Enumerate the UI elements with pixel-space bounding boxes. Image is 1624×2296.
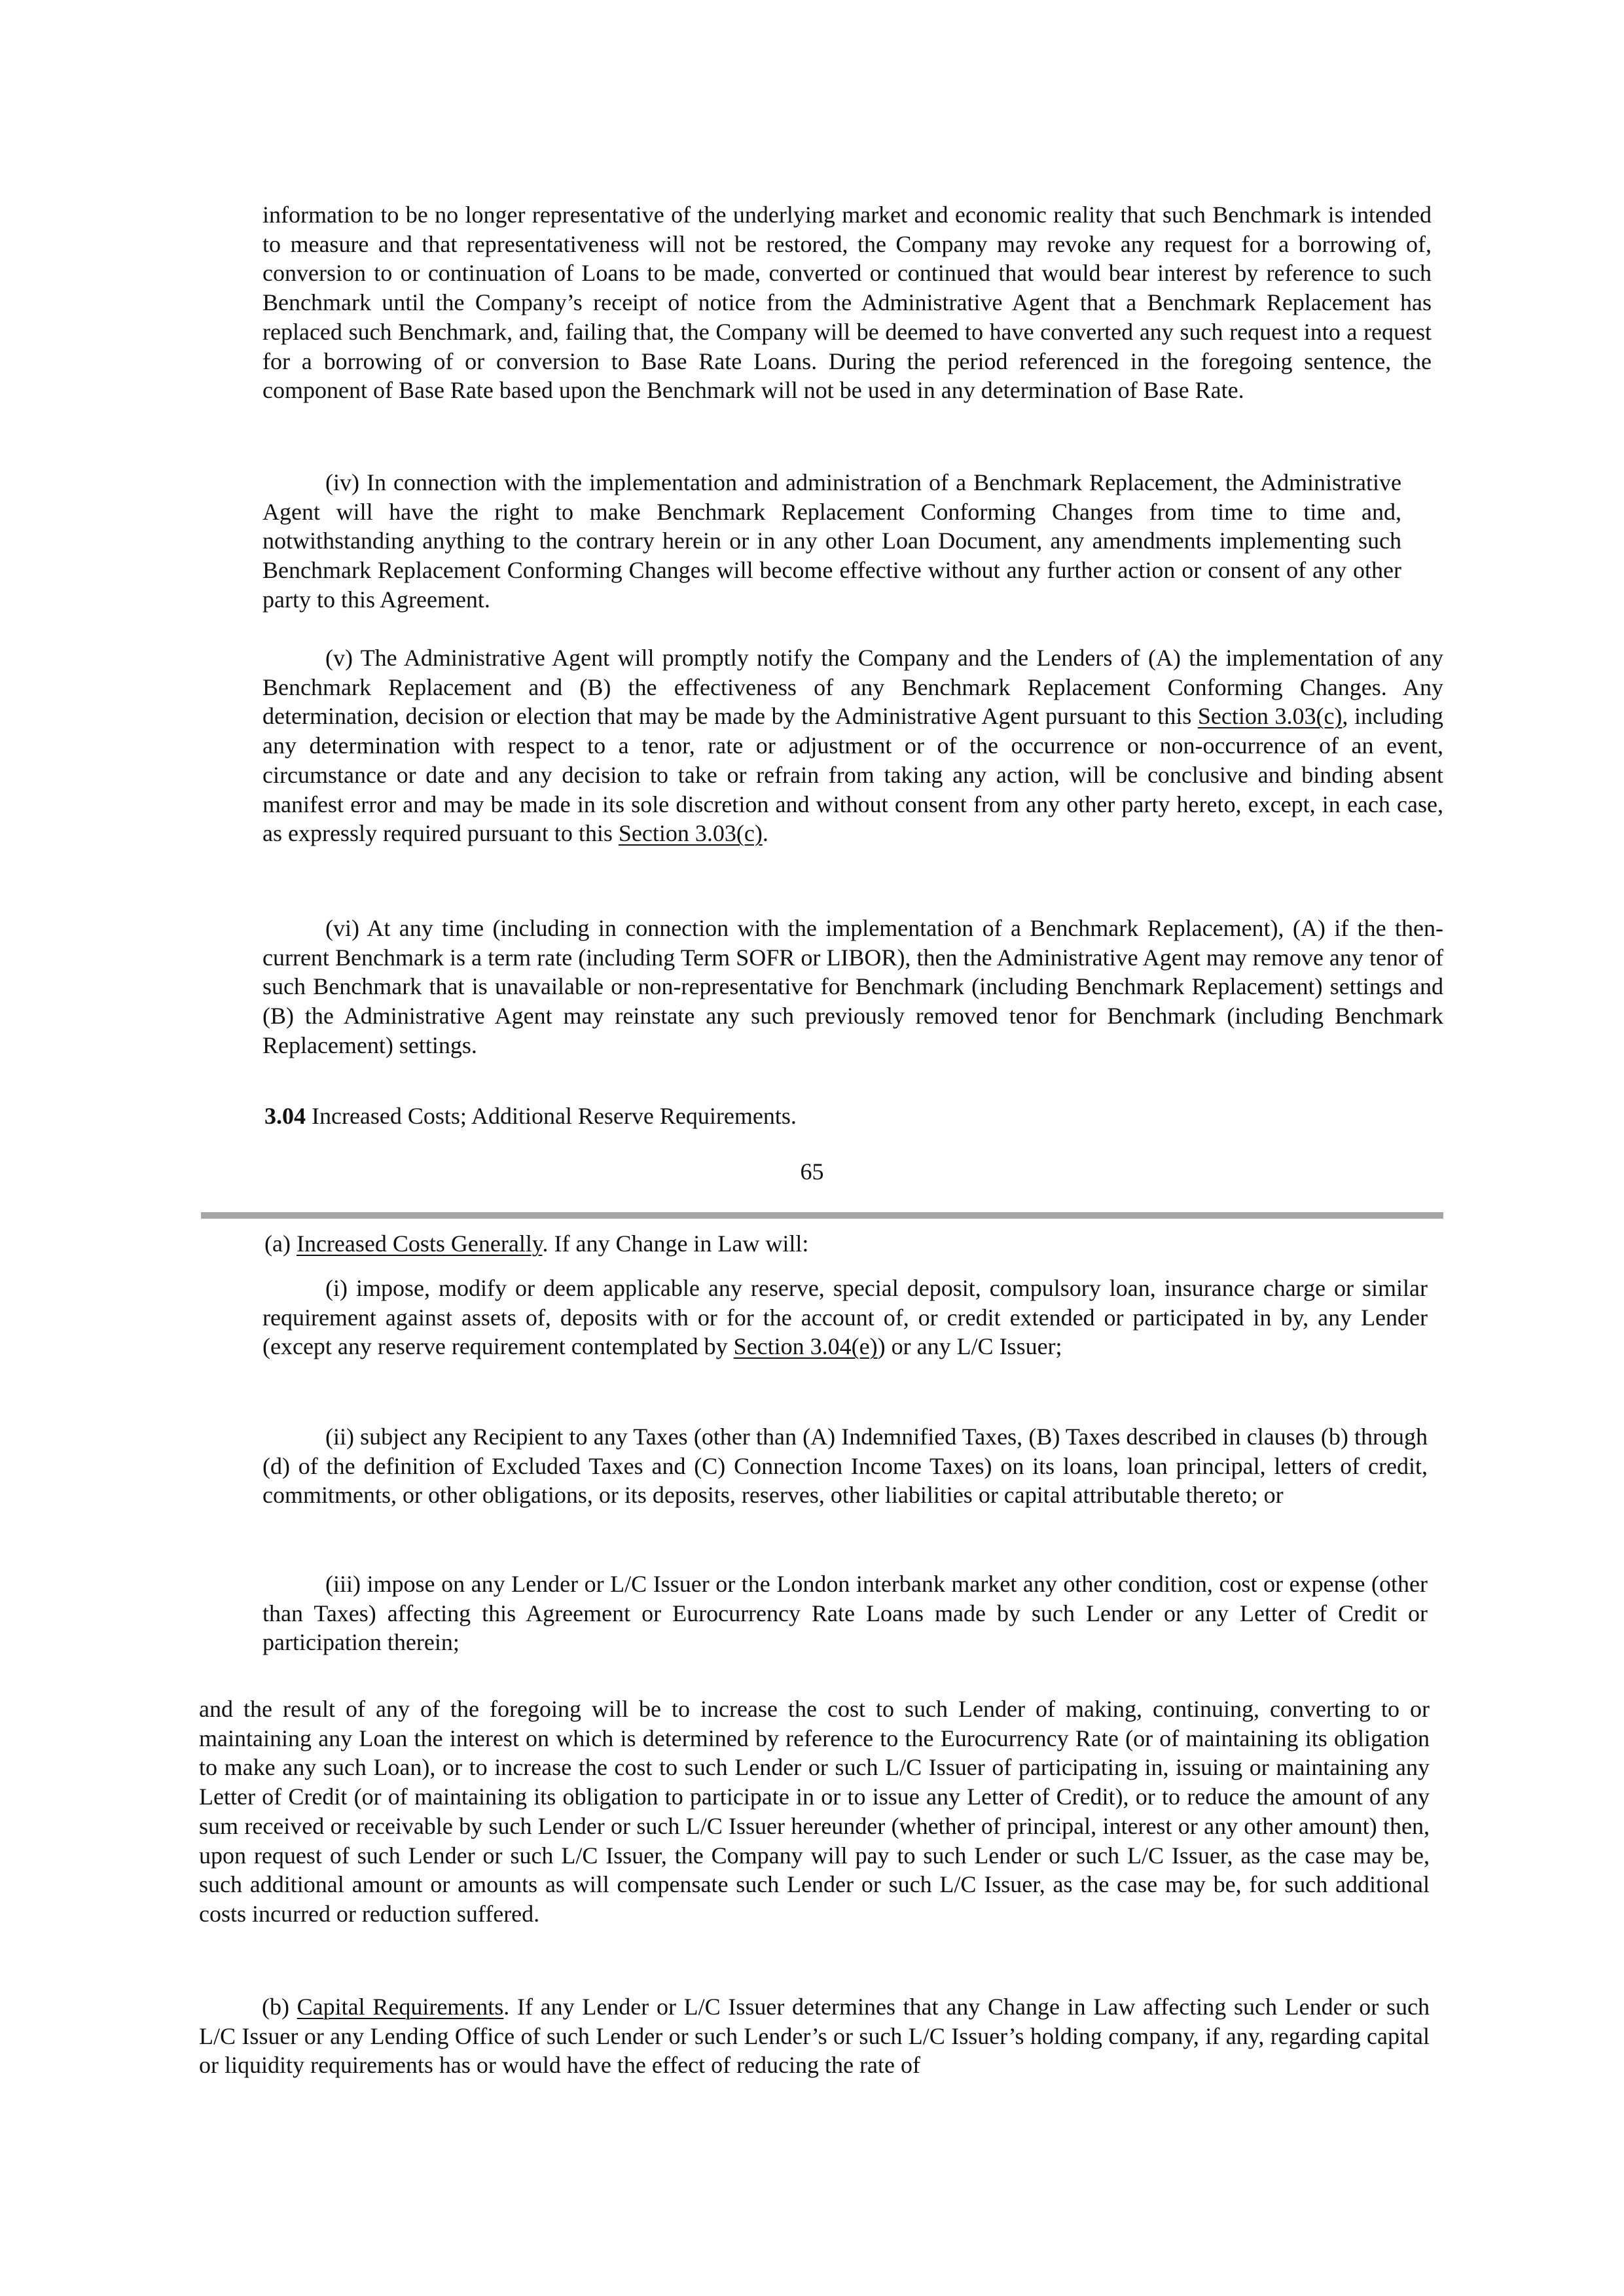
section-reference-link[interactable]: Section 3.04(e) [733, 1333, 878, 1360]
paragraph-text: , including any determination with respect to a tenor, rate or adjustment or of the occurrence or non-occurrence of an event, circumstance or date and any decision to take or refrain from taking any action, will be conclusive and binding absent manifest error and may be made in its sole discretion and without consent from any other party hereto, except, in each case, as expressly required pursuant to this [262, 703, 1444, 847]
paragraph-a-increased-costs [262, 1229, 1432, 1259]
paragraph-text: (i) impose, modify or deem applicable any reserve, special deposit, compulsory loan, insurance charge or similar requirement against assets of, deposits with or for the account of, or credit extended or participated in by, any Lender (except any reserve requirement contemplated by [262, 1275, 1428, 1360]
paragraph-b-capital-requirements [199, 1992, 1430, 2080]
paragraph-text: (v) The Administrative Agent will promptly notify the Company and the Lenders of (A) the implementation of any Benchmark Replacement and (B) the effectiveness of any Benchmark Replacement Conforming Changes. Any determination, decision or election that may be made by the Administrative Agent pursuant to this [262, 645, 1443, 730]
paragraph-text: (ii) subject any Recipient to any Taxes (other than (A) Indemnified Taxes, (B) Taxes described in clauses (b) through (d) of the definition of Excluded Taxes and (C) Connection Income Taxes) on its loans, loan principal, letters of credit, commitments, or other obligations, or its deposits, reserves, other liabilities or capital attributable thereto; or [262, 1424, 1428, 1509]
paragraph-text: (a) [264, 1230, 297, 1257]
paragraph-benchmark-continuation [262, 200, 1432, 405]
paragraph-text: . If any Change in Law will: [542, 1230, 809, 1257]
paragraph-vi [262, 914, 1443, 1060]
paragraph-iv [262, 468, 1401, 615]
subsection-heading: Increased Costs Generally [296, 1230, 543, 1257]
paragraph-result [199, 1695, 1430, 1929]
paragraph-text: (b) [262, 1994, 297, 2020]
paragraph-text: (vi) At any time (including in connection with the implementation of a Benchmark Replacement), (A) if the then-current Benchmark is a term rate (including Term SOFR or LIBOR), then the Administrative Agent may remove any tenor of such Benchmark that is unavailable or non-representative for Benchmark (including Benchmark Replacement) settings and (B) the Administrative Agent may reinstate any such previously removed tenor for Benchmark (including Benchmark Replacement) settings. [262, 915, 1443, 1058]
subsection-heading: Capital Requirements [297, 1994, 504, 2020]
paragraph-text: ) or any L/C Issuer; [877, 1333, 1062, 1360]
section-number: 3.04 [264, 1103, 306, 1129]
paragraph-text: information to be no longer representative of the underlying market and economic reality that such Benchmark is intended to measure and that representativeness will not be restored, the Company may revoke any request for a borrowing of, conversion to or continuation of Loans to be made, converted or continued that would bear interest by reference to such Benchmark until the Company’s receipt of notice from the Administrative Agent that a Benchmark Replacement has replaced such Benchmark, and, failing that, the Company will be deemed to have converted any such request into a request for a borrowing of or conversion to Base Rate Loans. During the period referenced in the foregoing sentence, the component of Base Rate based upon the Benchmark will not be used in any determination of Base Rate. [262, 202, 1432, 404]
section-heading-3-04 [262, 1102, 1375, 1131]
paragraph-ii [262, 1422, 1428, 1510]
paragraph-text: (iv) In connection with the implementation and administration of a Benchmark Replacement, the Administrative Agent will have the right to make Benchmark Replacement Conforming Changes from time to time and, notwithstanding anything to the contrary herein or in any other Loan Document, any amendments implementing such Benchmark Replacement Conforming Changes will become effective without any further action or consent of any other party to this Agreement. [262, 469, 1401, 613]
paragraph-text: . If any Lender or L/C Issuer determines that any Change in Law affecting such Lender or such L/C Issuer or any Lending Office of such Lender or such Lender’s or such L/C Issuer’s holding company, if any, regarding capital or liquidity requirements has or would have the effect of reducing the rate of [199, 1994, 1430, 2079]
paragraph-iii [262, 1570, 1428, 1657]
section-reference-link[interactable]: Section 3.03(c) [1197, 703, 1343, 730]
paragraph-i [262, 1274, 1428, 1361]
section-reference-link[interactable]: Section 3.03(c) [618, 820, 763, 847]
paragraph-text: (iii) impose on any Lender or L/C Issuer or the London interbank market any other condition, cost or expense (other than Taxes) affecting this Agreement or Eurocurrency Rate Loans made by such Lender or any Letter of Credit or participation therein; [262, 1571, 1428, 1656]
page-divider [201, 1212, 1443, 1219]
paragraph-text: . [762, 820, 768, 847]
paragraph-v [262, 643, 1443, 848]
paragraph-text: and the result of any of the foregoing will be to increase the cost to such Lender of making, continuing, converting to or maintaining any Loan the interest on which is determined by reference to the Eurocurrency Rate (or of maintaining its obligation to make any such Loan), or to increase the cost to such Lender or such L/C Issuer of participating in, issuing or maintaining any Letter of Credit (or of maintaining its obligation to participate in or to issue any Letter of Credit), or to reduce the amount of any sum received or receivable by such Lender or such L/C Issuer hereunder (whether of principal, interest or any other amount) then, upon request of such Lender or such L/C Issuer, the Company will pay to such Lender or such L/C Issuer, as the case may be, such additional amount or amounts as will compensate such Lender or such L/C Issuer, as the case may be, for such additional costs incurred or reduction suffered. [199, 1696, 1430, 1927]
page-number: 65 [800, 1158, 824, 1185]
section-title: Increased Costs; Additional Reserve Requirements. [306, 1103, 797, 1129]
